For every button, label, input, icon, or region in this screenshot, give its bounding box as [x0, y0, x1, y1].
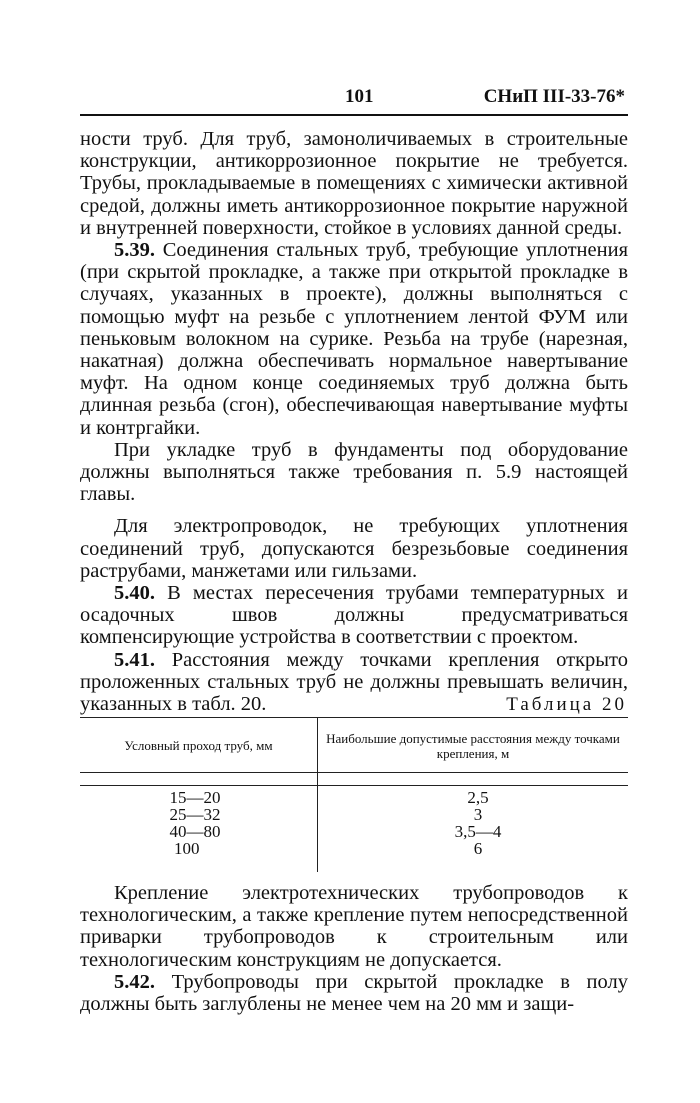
page-number: 101	[345, 86, 374, 107]
paragraph-foundations: При укладке труб в фундаменты под оборудование должны выполняться также требования п. 5.9 настоящей главы.	[80, 438, 628, 506]
table-cell-distance: 6	[473, 839, 483, 858]
paragraph-electrical: Для электропроводок, не требующих уплотнения соединений труб, допускаются безрезьбовые соединения раструбами, манжетами или гильзами.	[80, 515, 628, 582]
table-body-rule	[80, 785, 628, 786]
table-header-distance: Наибольшие допустимые расстояния между точками крепления, м	[326, 731, 620, 761]
clause-number: 5.41.	[114, 648, 155, 671]
paragraph-text: В местах пересечения трубами температурных и осадочных швов должны предусматриваться компенсирующие устройства в соответствии с проектом.	[80, 582, 628, 649]
paragraph-continuation: ности труб. Для труб, замоноличиваемых в строительные конструкции, антикоррозионное покрытие не требуется. Трубы, прокладываемые в помещениях с химически активной средой, должны иметь антикоррозионное покрытие наружной и внутренней поверхности, стойкое в условиях данной среды.	[80, 128, 628, 239]
paragraph-fastening: Крепление электротехнических трубопроводов к технологическим, а также крепление путем непосредственной приварки трубопроводов к строительным или технологическим конструкциям не допускается.	[80, 882, 628, 971]
table-cell-size: 100	[174, 839, 200, 858]
paragraph-text: Соединения стальных труб, требующие уплотнения (при скрытой прокладке, а также при открытой прокладке в случаях, указанных в проекте), должны выполняться с помощью муфт на резьбе с уплотнением лентой ФУМ или пеньковым волокном на сурике. Резьба на трубе (нарезная, накатная) должна обеспечивать нормальное навертывание муфт. На одном конце соединяемых труб должна быть длинная резьба (сгон), обеспечивающая навертывание муфты и контргайки.	[80, 239, 628, 439]
clause-number: 5.42.	[114, 970, 155, 993]
table-header-size: Условный проход труб, мм	[124, 738, 273, 753]
table-column-distance	[433, 789, 523, 857]
paragraph-text: Расстояния между точками крепления открыто проложенных стальных труб не должны превышать величин, указанных в табл. 20.	[80, 648, 628, 716]
clause-number: 5.40.	[114, 582, 155, 605]
table-cell-size: 25—32	[169, 805, 221, 824]
paragraph-5-42	[80, 971, 628, 1015]
table-column-size	[150, 789, 240, 857]
table-header-rule	[80, 772, 628, 773]
header-rule	[80, 114, 628, 116]
document-code: СНиП III-33-76*	[483, 86, 625, 107]
table-caption: Таблица 20	[506, 694, 627, 715]
table-cell-distance: 2,5	[467, 788, 489, 807]
table-cell-size: 40—80	[169, 822, 221, 841]
paragraph-text: Трубопроводы при скрытой прокладке в полу должны быть заглублены не менее чем на 20 мм и защи-	[80, 970, 628, 1016]
clause-number: 5.39.	[114, 239, 155, 262]
body-text-top	[80, 128, 628, 715]
table-cell-distance: 3,5—4	[454, 822, 502, 841]
paragraph-5-40	[80, 582, 628, 649]
paragraph-5-39	[80, 239, 628, 439]
table-top-rule	[80, 717, 628, 718]
body-text-bottom	[80, 882, 628, 1015]
page-header	[345, 86, 625, 110]
table-cell-distance: 3	[473, 805, 483, 824]
table-cell-size: 15—20	[169, 788, 221, 807]
